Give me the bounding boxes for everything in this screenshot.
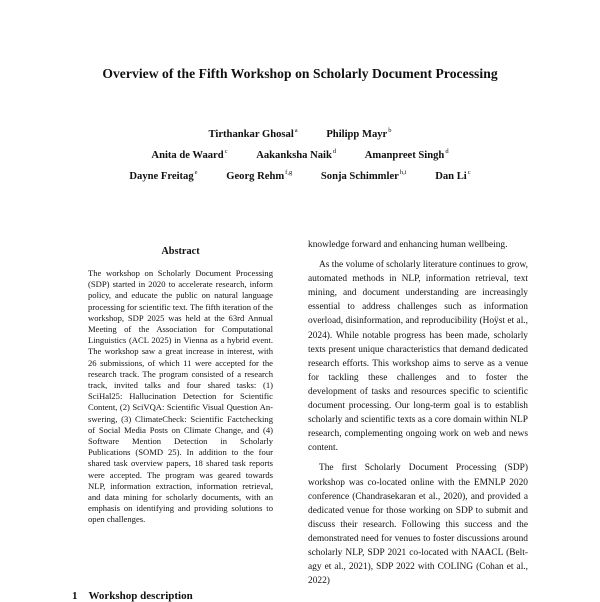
- author-row-3: [0, 164, 600, 185]
- intro-paragraph-3: The first Scholarly Document Processing (SDP) workshop was co-located online with the EMNLP 2020 conference (Chandrasekaran et al., 2020), and provided a dedicated venue for those working on SDP to submit and discuss their research. Following this success and the demonstrated need for venues to foster discussions around scholarly NLP, SDP 2021 co-located with NAACL (Beltagy et al., 2021), SDP 2022 with COLING (Cohan et al., 2022): [308, 463, 528, 587]
- section-title: Workshop description: [88, 590, 193, 602]
- right-column: [308, 240, 528, 588]
- abstract-text: The workshop on Scholarly Document Processing (SDP) started in 2020 to accelerate research, inform policy, and educate the public on natural language processing for scientific text. The fifth iteration of the workshop, SDP 2025 was held at the 63rd Annual Meeting of the Association for Computational Linguistics (ACL 2025) in Vienna as a hybrid event. The workshop saw a great increase in interest, with 26 submissions, of which 11 were accepted for the research track. The program consisted of a research track, invited talks and four shared tasks: (1) SciHal25: Hallucination Detection for Scientific Content, (2) SciVQA: Scientific Visual Question Answering, (3) ClimateCheck: Scientific Factchecking of Social Media Posts on Climate Change, and (4) Software Mention Detection in Scholarly Publications (SOMD 25). In addition to the four shared task overview papers, 18 shared task reports were accepted. The program was geared towards NLP, information extraction, information retrieval, and data mining for scholarly documents, with an emphasis on identifying and providing solutions to open challenges.: [88, 268, 273, 525]
- author-row-2: [0, 143, 600, 164]
- abstract-heading: Abstract: [161, 246, 200, 257]
- author: Dayne Freitag$^e$: [129, 169, 198, 182]
- author: Anita de Waard$^c$: [151, 148, 228, 161]
- author: Dan Li$^c$: [435, 169, 471, 182]
- author: Philipp Mayr$^b$: [326, 127, 392, 140]
- intro-paragraph-2: As the volume of scholarly literature continues to grow, automated methods in NLP, information retrieval, text mining, and document understanding are increasingly essential to address challenges such as information overload, disinformation, and reproducibility (Hoÿst et al., 2024). While notable progress has been made, scholarly texts present unique characteristics that demand dedicated research efforts. This workshop aims to serve as a venue for tackling these challenges and to foster the development of tasks and resources specific to scientific document processing. Our long-term goal is to establish scholarly and scientific texts as a core domain within NLP research, complementing ongoing work on web and news content.: [308, 260, 528, 454]
- author: Tirthankar Ghosal$^a$: [208, 127, 298, 140]
- author: Sonja Schimmler$^{h,i}$: [320, 169, 407, 182]
- author-list: [0, 122, 600, 185]
- paper-title: Overview of the Fifth Workshop on Scholarly Document Processing: [102, 66, 498, 81]
- intro-paragraph-1: knowledge forward and enhancing human wellbeing.: [308, 240, 508, 250]
- section-number: 1: [72, 590, 78, 602]
- author: Georg Rehm$^{f,g}$: [226, 169, 293, 182]
- author: Amanpreet Singh$^d$: [364, 148, 449, 161]
- author: Aakanksha Naik$^d$: [256, 148, 337, 161]
- section-heading: [72, 590, 193, 602]
- author-row-1: [0, 122, 600, 143]
- left-column: [88, 246, 273, 526]
